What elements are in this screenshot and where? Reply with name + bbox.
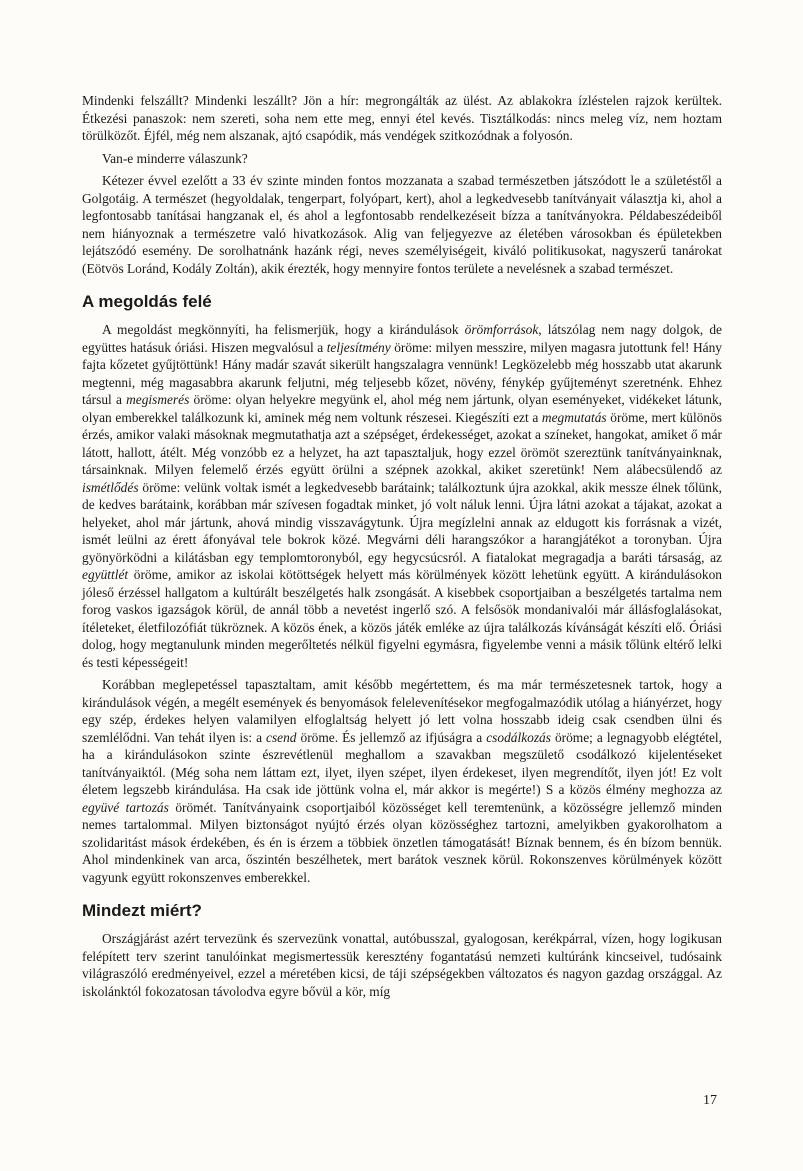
italic-term: megismerés xyxy=(126,392,190,407)
paragraph-question: Van-e minderre válaszunk? xyxy=(102,150,248,166)
italic-term: teljesítmény xyxy=(326,339,391,355)
italic-term: csend xyxy=(266,729,297,745)
paragraph-silence xyxy=(82,676,722,886)
text-run: öröme: velünk voltak ismét a legkedvesebb barátaink; találkoztunk újra azokkal, akik messze élnek tőlünk, de kedves barátaink, korábban már szívesen fogadtak minket, jó volt náluk lenni. Újra látni azokat a tájakat, azokat a helyeket, ahol már jártunk, ahová mindig visszavágytunk. Újra megízlelni annak az eldugott kis forrásnak a vizét, ismét leülni az érett áfonyával tele bokrok közé. Megvárni déli harangszókor a harangjátékot a toronyban. Újra gyönyörködni a kilátásban egy templomtoronyból, egy hegycsúcsról. A fiatalokat megragadja a baráti társaság, az xyxy=(82,479,722,565)
text-run: öröme: milyen messzire, milyen magasra jutottunk fel! Hány fajta kőzetet gyűjtöttünk! Hány madár szavát sikerült hangszalagra vennünk! Legközelebb még hosszabb utat akarunk megtenni, még magasabbra akarunk feljutni, még teljesebb kőzet, növény, fénykép gyűjteményt szeretnénk. Ehhez társul a xyxy=(82,339,722,407)
italic-term: ismétlődés xyxy=(82,479,139,495)
italic-term: megmutatás xyxy=(541,409,607,425)
paragraph-complaints: Mindenki felszállt? Mindenki leszállt? Jön a hír: megrongálták az ülést. Az ablakokra ízléstelen rajzok kerültek. Étkezési panaszok: nem szereti, soha nem ette meg, ennyi étel kevés. Tisztálkodás: nincs meleg víz, nem hoztam törülközőt. Éjfél, még nem alszanak, ajtó csapódik, más vendégek szitkozódnak a folyosón. xyxy=(82,93,722,143)
text-run: öröme, amikor az iskolai kötöttségek helyett más körülmények között lehetünk együtt. A kirándulásokon jóleső érzéssel hallgatom a kultúrált beszélgetés halk zsongását. A kisebbek csoportjaiban a beszélgetés tartalma nem forog vaskos igazságok körül, de annál több a nevetést ingerlő szó. A felsősök mondanivalói már állásfoglalásokat, ítéleteket, életfilozófiát tükröznek. A közös ének, a közös játék emléke az újra találkozás kívánságát készíti elő. Óriási dolog, hogy megtanulunk minden megerőltetés nélkül figyelni egymásra, figyelembe venni a másik tőlünk eltérő lelki és testi képességeit! xyxy=(82,567,722,670)
text-run: öröme; a legnagyobb elégtétel, ha a kirándulásokon szinte észrevétlenül meghallom a szavakban megszülető csodálkozó kijelentéseket tanítványaiktól. (Még soha nem láttam ezt, ilyet, ilyen szépet, ilyen érdekeset, ilyen megrendítőt, ilyen jót! Ez volt életem legszebb kirándulása. Ha csak ide jöttünk volna el, már akkor is megérte!) S a közös élmény meghozza az xyxy=(82,729,722,797)
paragraph-country-tours: Országjárást azért tervezünk és szervezünk vonattal, autóbusszal, gyalogosan, kerékpárral, vízen, hogy logikusan felépített terv szerint tanulóinkat megismertessük keresztény fogantatású nemzeti kultúránk kincseivel, tudósaink világraszóló eredményeivel, ezzel a méretében kicsi, de táji szépségekben változatos és nagyon gazdag országgal. Az iskolánktól fokozatosan távolodva egyre bővül a kör, míg xyxy=(82,931,722,999)
italic-term: együttlét xyxy=(82,567,129,582)
section-heading-solution: A megoldás felé xyxy=(82,292,212,311)
section-heading-why: Mindezt miért? xyxy=(82,901,202,920)
text-run: A megoldást megkönnyíti, ha felismerjük, hogy a kirándulások xyxy=(102,322,465,337)
paragraph-joys xyxy=(82,321,722,671)
text-run: öröme: olyan helyekre megyünk el, ahol még nem jártunk, olyan eseményeket, vidékeket látunk, olyan emberekkel találkozunk ki, aminek még nem voltunk részesei. Kiegészíti ezt a xyxy=(82,392,722,425)
text-run: , látszólag nem nagy dolgok, de együttes hatásuk óriási. Hiszen megvalósul a xyxy=(82,322,722,355)
italic-term: együvé tartozás xyxy=(82,799,169,815)
italic-term: csodálkozás xyxy=(486,729,551,745)
text-run: öröme, mert különös érzés, amikor valaki másoknak megmutathatja azt a szépséget, érdekességet, azokat a színeket, hangokat, amiket ő már látott, hallott, átélt. Még vonzóbb ez a helyzet, ha azt tapasztaljuk, hogy ezzel örömöt szereztünk tanítványainknak, társainknak. Milyen felemelő érzés együtt örülni a szépnek azokkal, akiket szeretünk! Nem alábecsülendő az xyxy=(82,409,723,477)
text-run: örömét. Tanítványaink csoportjaiból közösséget kell teremtenünk, a közösségre jellemző minden nemes tartalommal. Milyen biztonságot nyújtó érzés olyan közösséghez tartozni, amelyikben gyakorolhatom a szolidaritást mások érdekében, és én is érzem a többiek önzetlen támogatását! Bíznak bennem, és én bízom bennük. Ahol mindenkinek van arca, őszintén beszélhetek, mert barátok vesznek körül. Rokonszenves körülmények között vagyunk együtt rokonszenves emberekkel. xyxy=(82,799,722,885)
text-run: öröme. És jellemző az ifjúságra a xyxy=(296,729,487,745)
page-body xyxy=(82,92,722,1005)
italic-term: örömforrások xyxy=(464,322,539,337)
page-number: 17 xyxy=(703,1093,717,1108)
paragraph-nature: Kétezer évvel ezelőtt a 33 év szinte minden fontos mozzanata a szabad természetben játszódott le a születéstől a Golgotáig. A természet (hegyoldalak, tengerpart, folyópart, kert), ahol a legkedvesebb tanítványait választja ki, ahol a legfontosabb tanításai hangzanak el, és ahol a legfontosabb rendelkezéseit bízza a tanítványokra. Példabeszédeiből nem hiányoznak a természetre való hivatkozások. Alig van feljegyezve az életében városokban és épületekben lejátszódó esemény. De sorolhatnánk hazánk régi, neves személyiségeit, kiváló politikusokat, nagyszerű tanárokat (Eötvös Loránd, Kodály Zoltán), akik érezték, hogy mennyire fontos területe a nevelésnek a szabad természet. xyxy=(82,173,722,276)
text-run: Korábban meglepetéssel tapasztaltam, amit később megértettem, és ma már természetesnek tartok, hogy a kirándulások végén, a megélt események és benyomások felelevenítésekor megfogalmazódik utólag a hiányérzet, hogy egy szép, érdekes helyen valamilyen elfoglaltság helyett jó lett volna hosszabb ideig csak csendben ülni és szemlélődni. Van tehát ilyen is: a xyxy=(82,677,722,745)
